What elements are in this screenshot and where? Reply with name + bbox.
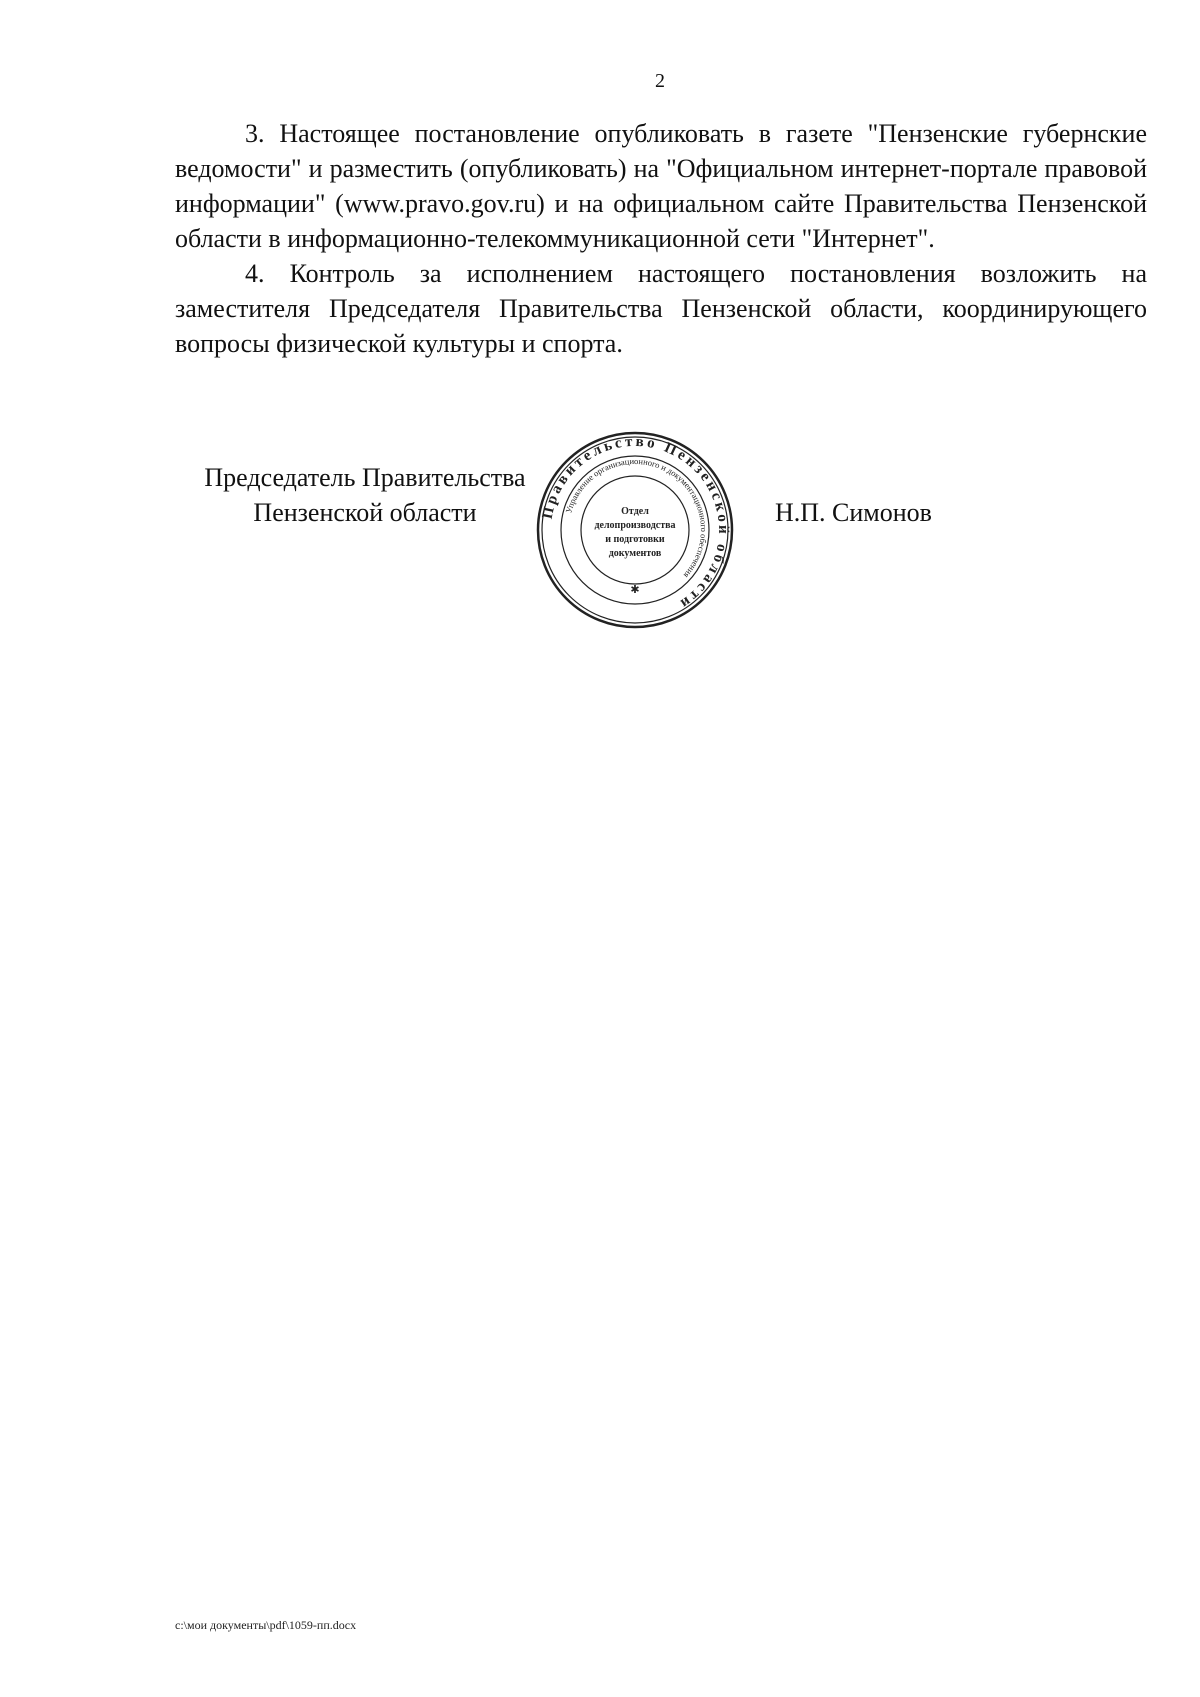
seal-center-line2: делопроизводства xyxy=(594,520,676,531)
paragraph-3: 3. Настоящее постановление опубликовать в газете "Пензенские губернские ведомости" и разместить (опубликовать) на "Официальном интернет-портале правовой информации" (www.pravo.gov.ru) и на официальном сайте Правительства Пензенской области в информационно-телекоммуникационной сети "Интернет". xyxy=(175,119,1147,253)
document-body xyxy=(175,116,1147,361)
signatory-title xyxy=(185,460,545,530)
signatory-name: Н.П. Симонов xyxy=(775,498,932,527)
seal-center-line1: Отдел xyxy=(621,506,649,517)
seal-center-line3: и подготовки xyxy=(605,534,665,545)
page-number: 2 xyxy=(655,70,665,92)
seal-center-line4: документов xyxy=(608,548,662,559)
seal-star-icon: ✱ xyxy=(630,583,640,596)
seal-middle-text: Управление организационного и документационного обеспечения xyxy=(563,455,710,581)
signatory-title-line1: Председатель Правительства xyxy=(204,463,526,492)
paragraph-4: 4. Контроль за исполнением настоящего постановления возложить на заместителя Председателя Правительства Пензенской области, координирующего вопросы физической культуры и спорта. xyxy=(175,259,1147,358)
footer-file-path: c:\мои документы\pdf\1059-пп.docx xyxy=(175,1618,357,1632)
signature-block xyxy=(175,433,1147,660)
seal-outer-text: Правительство Пензенской области xyxy=(539,433,732,613)
signatory-title-line2: Пензенской области xyxy=(253,498,477,527)
official-seal xyxy=(535,430,735,630)
